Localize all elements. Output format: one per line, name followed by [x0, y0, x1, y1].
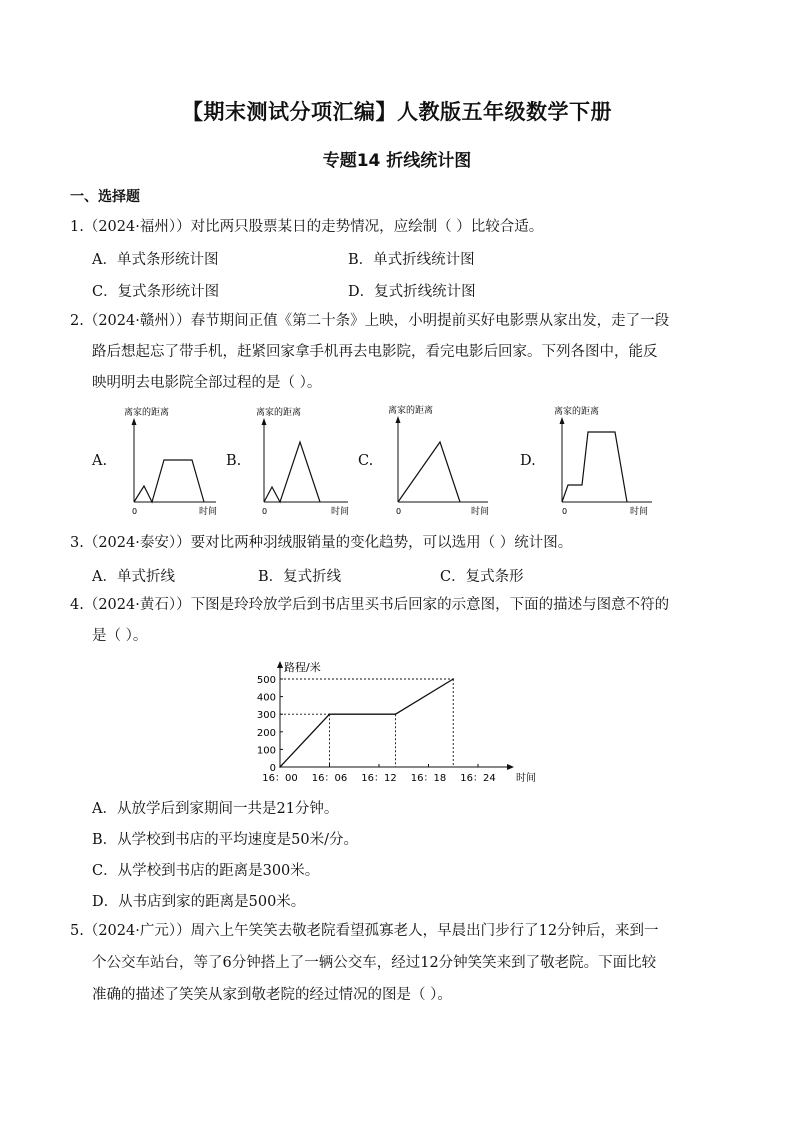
question-3-option-a: A．单式折线	[92, 569, 175, 585]
graph-d	[540, 401, 660, 521]
q4-x-tick-label: 16：18	[410, 773, 447, 784]
question-2-line-1: 2.（2024·赣州））春节期间正值《第二十条》上映，小明提前买好电影票从家出发，走了一段	[70, 313, 670, 329]
question-4-line-2: 是（ ）。	[92, 628, 148, 644]
q4-data-point	[395, 713, 397, 715]
question-5-line-2: 个公交车站台，等了6分钟搭上了一辆公交车，经过12分钟笑笑来到了敬老院。下面比较	[92, 955, 657, 971]
q4-y-arrow	[277, 661, 283, 668]
graph-d-y-arrow	[560, 417, 565, 424]
question-5-line-3: 准确的描述了笑笑从家到敬老院的经过情况的图是（ ）。	[92, 987, 452, 1003]
question-3-option-b: B．复式折线	[258, 569, 342, 585]
question-1-option-d: D．复式折线统计图	[348, 284, 476, 300]
q4-data-point	[279, 766, 281, 768]
question-4-line-1: 4.（2024·黄石））下图是玲玲放学后到书店里买书后回家的示意图，下面的描述与图意不符的	[70, 597, 670, 613]
q4-x-arrow	[507, 764, 514, 770]
q4-y-tick-label: 400	[256, 692, 276, 704]
question-5-line-1: 5.（2024·广元））周六上午笑笑去敬老院看望孤寡老人，早晨出门步行了12分钟后，来到一	[70, 923, 659, 939]
graph-b	[242, 402, 357, 520]
q4-y-tick-label: 300	[256, 710, 276, 722]
q4-y-tick-label: 200	[256, 727, 276, 739]
graph-d-line	[562, 432, 627, 502]
question-1-option-a: A．单式条形统计图	[92, 252, 219, 268]
graph-c-xlabel: 时间	[471, 507, 490, 517]
question-4-option-d: D．从书店到家的距离是500米。	[92, 894, 306, 910]
q4-x-axis-label: 时间	[516, 773, 536, 784]
question-2-line-2: 路后想起忘了带手机，赶紧回家拿手机再去电影院，看完电影后回家。下列各图中，能反	[92, 344, 658, 360]
graph-c-y-arrow	[396, 416, 401, 423]
q4-y-tick-label: 100	[256, 745, 276, 757]
q4-x-tick-label: 16：24	[460, 773, 496, 784]
question-4-option-a: A．从放学后到家期间一共是21分钟。	[92, 801, 339, 817]
question-2-line-3: 映明明去电影院全部过程的是（ ）。	[92, 375, 322, 391]
question-3-option-c: C．复式条形	[440, 569, 524, 585]
section-heading: 一、选择题	[70, 189, 140, 205]
graph-c-line	[398, 442, 460, 502]
graph-a	[112, 402, 227, 520]
q4-y-tick-label: 500	[256, 675, 276, 686]
graph-d-letter: D.	[520, 453, 536, 469]
graph-b-line	[264, 442, 320, 502]
graph-a-letter: A.	[92, 453, 108, 469]
q4-series-line	[280, 679, 453, 767]
q4-data-point	[329, 713, 331, 715]
graph-c	[376, 400, 496, 520]
question-1-option-c: C．复式条形统计图	[92, 284, 220, 300]
q4-y-axis-label: 路程/米	[284, 661, 321, 674]
graph-c-origin: 0	[396, 507, 402, 516]
question-4-option-c: C．从学校到书店的距离是300米。	[92, 863, 320, 879]
q4-x-tick-label: 16：06	[311, 773, 348, 784]
q4-x-tick-label: 16：12	[361, 773, 397, 784]
graph-d-origin: 0	[562, 507, 568, 516]
graph-a-ylabel: 离家的距离	[124, 408, 170, 418]
q4-x-tick-label: 16：00	[262, 773, 298, 784]
graph-c-letter: C.	[358, 453, 374, 469]
graph-b-y-arrow	[262, 418, 267, 425]
page-title: 【期末测试分项汇编】人教版五年级数学下册	[182, 100, 612, 124]
graph-b-ylabel: 离家的距离	[256, 408, 302, 418]
question-1-option-b: B．单式折线统计图	[348, 252, 475, 268]
graph-c-ylabel: 离家的距离	[388, 406, 434, 416]
graph-b-xlabel: 时间	[331, 507, 350, 517]
q4-y-tick-label: 0	[269, 763, 276, 774]
question-3-stem: 3.（2024·泰安））要对比两种羽绒服销量的变化趋势，可以选用（ ）统计图。	[70, 535, 573, 551]
graph-d-xlabel: 时间	[630, 507, 649, 517]
graph-a-line	[134, 460, 204, 502]
graph-b-letter: B.	[226, 453, 242, 469]
question-4-chart	[252, 655, 542, 790]
graph-a-xlabel: 时间	[199, 507, 218, 517]
question-1-stem: 1.（2024·福州））对比两只股票某日的走势情况，应绘制（ ）比较合适。	[70, 219, 544, 235]
graph-d-ylabel: 离家的距离	[554, 407, 600, 417]
question-4-option-b: B．从学校到书店的平均速度是50米/分。	[92, 832, 358, 848]
page-subtitle: 专题14 折线统计图	[322, 151, 472, 171]
graph-a-y-arrow	[132, 418, 137, 425]
q4-data-point	[452, 678, 454, 680]
graph-a-origin: 0	[132, 507, 138, 516]
graph-b-origin: 0	[262, 507, 268, 516]
